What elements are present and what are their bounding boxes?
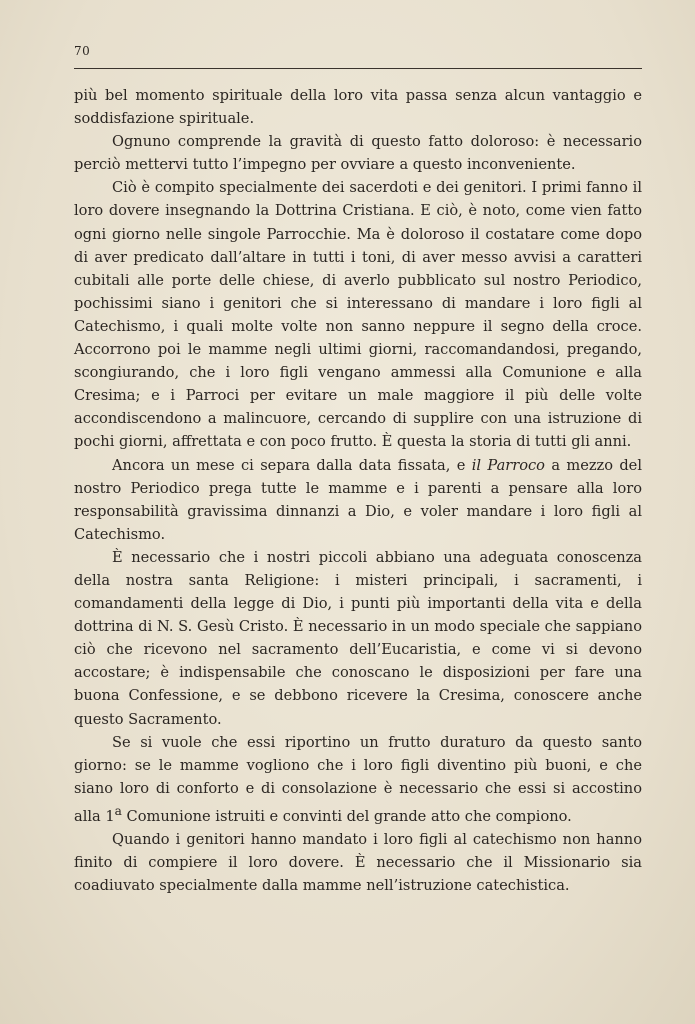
paragraph-7: Quando i genitori hanno mandato i loro figli al catechismo non hanno finito di compiere il loro dovere. È necessario che il Missionario sia coadiuvato specialmente dalla mamme nell’istruzione catechistica. [74, 830, 642, 895]
paragraph-4 [74, 454, 642, 546]
paragraph-4-emphasis: il Parroco [471, 456, 545, 474]
paragraph-6-text-before: Se si vuole che essi riportino un frutto duraturo da questo santo giorno: se le mamme vogliono che i loro figli diventino più buoni, e che siano loro di conforto e di consolazione è necessario che essi si accostino alla 1 [74, 733, 642, 825]
paragraph-4-text-before: Ancora un mese ci separa dalla data fissata, e [112, 456, 472, 474]
body-text [74, 84, 642, 897]
page-number: 70 [74, 44, 91, 58]
paragraph-6-superscript: a [114, 803, 122, 818]
paragraph-1: più bel momento spirituale della loro vita passa senza alcun vantaggio e soddisfazione spirituale. [74, 87, 642, 128]
paragraph-4-text-after: a mezzo del nostro Periodico prega tutte le mamme e i parenti a pensare alla loro responsabilità gravissima dinnanzi a Dio, e voler mandare i loro figli al Catechismo. [74, 456, 642, 543]
header-rule [74, 68, 642, 69]
paragraph-6 [74, 731, 642, 828]
paragraph-5: È necessario che i nostri piccoli abbiano una adeguata conoscenza della nostra santa Religione: i misteri principali, i sacramenti, i comandamenti della legge di Dio, i punti più importanti della vita e della dottrina di N. S. Gesù Cristo. È necessario in un modo speciale che sappiano ciò che ricevono nel sacramento dell’Eucaristia, e come vi si devono accostare; è indispensabile che conoscano le disposizioni per fare una buona Confessione, e se debbono ricevere la Cresima, conoscere anche questo Sacramento. [74, 548, 642, 728]
paragraph-3: Ciò è compito specialmente dei sacerdoti e dei genitori. I primi fanno il loro dovere insegnando la Dottrina Cristiana. E ciò, è noto, come vien fatto ogni giorno nelle singole Parrocchie. Ma è doloroso il costatare come dopo di aver predicato dall’altare in tutti i toni, di aver messo avvisi a caratteri cubitali alle porte delle chiese, di averlo pubblicato sul nostro Periodico, pochissimi siano i genitori che si interessano di mandare i loro figli al Catechismo, i quali molte volte non sanno neppure il segno della croce. Accorrono poi le mamme negli ultimi giorni, raccomandandosi, pregando, scongiurando, che i loro figli vengano ammessi alla Comunione e alla Cresima; e i Parroci per evitare un male maggiore il più delle volte accondiscendono a malincuore, cercando di supplire con una istruzione di pochi giorni, affrettata e con poco frutto. È questa la storia di tutti gli anni. [74, 179, 642, 451]
paragraph-2: Ognuno comprende la gravità di questo fatto doloroso: è necessario perciò mettervi tutto l’impegno per ovviare a questo inconveniente. [74, 133, 642, 174]
paragraph-6-text-after: Comunione istruiti e convinti del grande atto che compiono. [121, 807, 572, 825]
